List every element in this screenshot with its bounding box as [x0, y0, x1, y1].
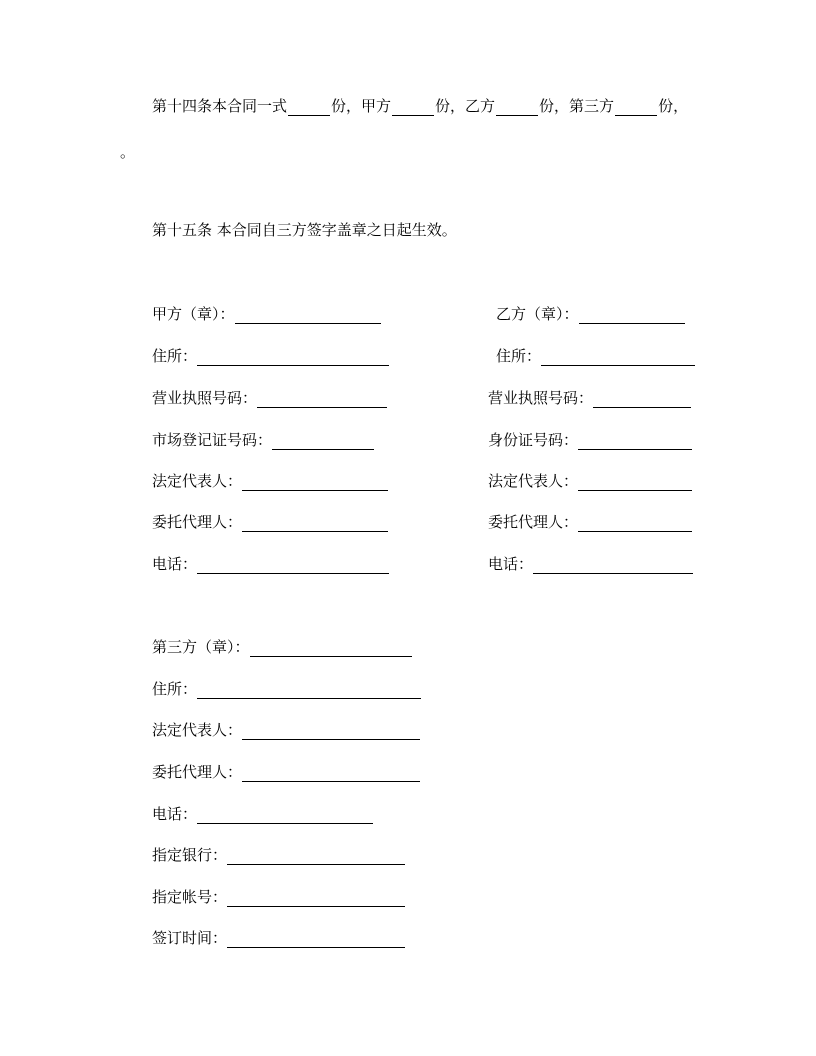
party-c-agent-blank: [242, 763, 420, 782]
party-b-legal-rep-row: [488, 471, 692, 491]
party-c-address-row: [152, 679, 421, 699]
party-b-id-row: [488, 430, 692, 450]
party-b-license-label: 营业执照号码：: [488, 389, 594, 407]
copies-party-c-blank: [615, 99, 657, 116]
party-b-seal-row: [496, 304, 685, 324]
clause-14-text-2: 份，甲方: [331, 97, 392, 115]
party-c-seal-label: 第三方（章）：: [152, 638, 250, 656]
party-c-seal-blank: [250, 638, 412, 657]
party-c-agent-label: 委托代理人：: [152, 763, 243, 781]
party-b-agent-blank: [578, 513, 692, 532]
party-b-agent-row: [488, 512, 692, 532]
party-a-address-blank: [197, 347, 389, 366]
party-c-phone-label: 电话：: [152, 805, 198, 823]
party-a-phone-label: 电话：: [152, 555, 198, 573]
party-a-legal-rep-label: 法定代表人：: [152, 472, 243, 490]
party-a-legal-rep-blank: [242, 472, 388, 491]
party-b-seal-blank: [579, 305, 685, 324]
clause-14-text-1: 第十四条本合同一式: [152, 97, 288, 115]
party-c-sign-time-row: [152, 928, 405, 948]
party-c-phone-blank: [197, 805, 373, 824]
party-a-phone-row: [152, 554, 389, 574]
party-c-account-blank: [227, 888, 405, 907]
party-a-market-reg-blank: [272, 431, 374, 450]
party-c-sign-time-blank: [227, 929, 405, 948]
party-b-id-label: 身份证号码：: [488, 431, 579, 449]
party-c-seal-row: [152, 637, 412, 657]
party-c-legal-rep-label: 法定代表人：: [152, 721, 243, 739]
party-c-bank-label: 指定银行：: [152, 846, 228, 864]
party-c-legal-rep-blank: [242, 721, 420, 740]
party-a-market-reg-row: [152, 430, 374, 450]
party-c-agent-row: [152, 762, 420, 782]
party-b-legal-rep-label: 法定代表人：: [488, 472, 579, 490]
party-b-seal-label: 乙方（章）：: [496, 305, 579, 323]
party-a-license-label: 营业执照号码：: [152, 389, 258, 407]
party-a-agent-blank: [242, 513, 388, 532]
party-a-seal-label: 甲方（章）：: [152, 305, 235, 323]
party-a-address-row: [152, 346, 389, 366]
party-b-phone-label: 电话：: [488, 555, 534, 573]
clause-14: [152, 96, 688, 116]
copies-total-blank: [288, 99, 330, 116]
party-b-license-blank: [593, 389, 691, 408]
party-b-address-blank: [541, 347, 695, 366]
copies-party-b-blank: [496, 99, 538, 116]
party-b-address-row: [496, 346, 695, 366]
party-a-legal-rep-row: [152, 471, 388, 491]
party-a-license-row: [152, 388, 387, 408]
party-c-bank-blank: [227, 846, 405, 865]
party-a-agent-label: 委托代理人：: [152, 513, 243, 531]
party-b-license-row: [488, 388, 691, 408]
party-a-agent-row: [152, 512, 388, 532]
party-c-legal-rep-row: [152, 720, 420, 740]
party-a-phone-blank: [197, 555, 389, 574]
party-b-id-blank: [578, 431, 692, 450]
clause-14-text-5: 份，: [658, 97, 689, 115]
party-c-bank-row: [152, 845, 405, 865]
party-a-market-reg-label: 市场登记证号码：: [152, 431, 273, 449]
clause-14-tail: 。: [120, 143, 136, 161]
party-c-account-label: 指定帐号：: [152, 888, 228, 906]
party-b-agent-label: 委托代理人：: [488, 513, 579, 531]
clause-15: 第十五条 本合同自三方签字盖章之日起生效。: [152, 221, 457, 239]
party-c-address-label: 住所：: [152, 680, 198, 698]
copies-party-a-blank: [392, 99, 434, 116]
party-b-phone-blank: [533, 555, 693, 574]
party-a-license-blank: [257, 389, 387, 408]
party-a-seal-row: [152, 304, 381, 324]
party-c-phone-row: [152, 804, 373, 824]
party-b-legal-rep-blank: [578, 472, 692, 491]
party-b-address-label: 住所：: [496, 347, 542, 365]
party-c-address-blank: [197, 680, 421, 699]
clause-14-text-3: 份，乙方: [435, 97, 496, 115]
clause-14-text-4: 份，第三方: [539, 97, 615, 115]
party-c-sign-time-label: 签订时间：: [152, 929, 228, 947]
party-c-account-row: [152, 887, 405, 907]
party-a-seal-blank: [235, 305, 381, 324]
party-b-phone-row: [488, 554, 693, 574]
party-a-address-label: 住所：: [152, 347, 198, 365]
